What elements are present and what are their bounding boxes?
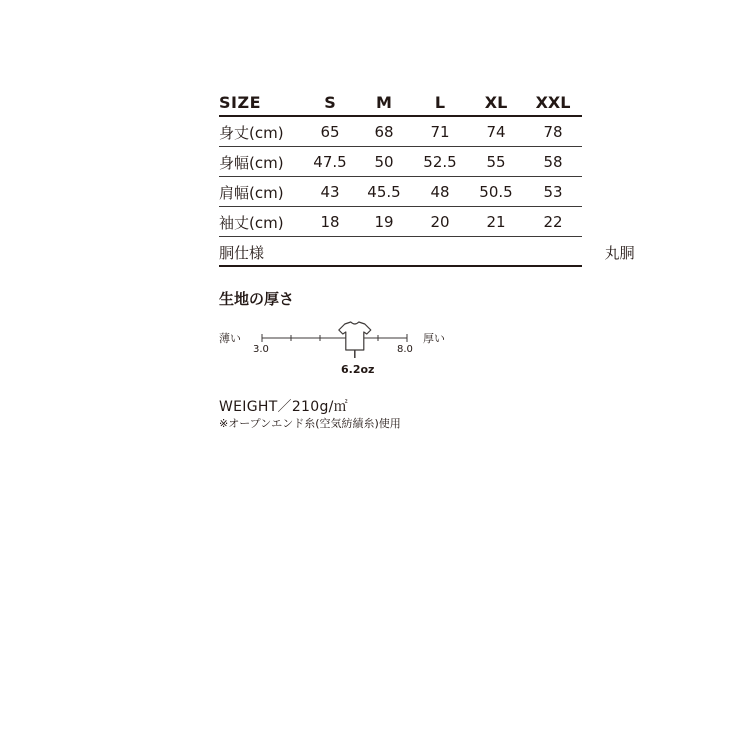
table-cell: 68 — [374, 123, 394, 141]
table-row — [219, 207, 582, 237]
table-cell: 58 — [543, 153, 563, 171]
table-cell: 48 — [430, 183, 450, 201]
size-header-xxl: XXL — [535, 92, 571, 112]
size-header-row — [219, 87, 582, 117]
table-cell: 45.5 — [367, 183, 401, 201]
table-cell: 18 — [320, 213, 340, 231]
body-type-label: 胴仕様 — [219, 243, 265, 262]
row-label: 袖丈(cm) — [219, 213, 284, 232]
table-cell: 21 — [486, 213, 506, 231]
size-header-xl: XL — [484, 92, 508, 112]
thin-label: 薄い — [219, 332, 241, 345]
table-cell: 47.5 — [313, 153, 347, 171]
body-type-row — [219, 237, 635, 267]
fabric-thickness-title: 生地の厚さ — [219, 290, 295, 308]
scale-max-label: 8.0 — [397, 344, 413, 355]
table-cell: 50.5 — [479, 183, 513, 201]
table-cell: 74 — [486, 123, 506, 141]
table-cell: 22 — [543, 213, 563, 231]
size-header-l: L — [434, 92, 446, 112]
table-row — [219, 147, 582, 177]
fabric-weight: WEIGHT／210g/㎡ — [219, 399, 348, 415]
table-cell: 52.5 — [423, 153, 457, 171]
table-cell: 78 — [543, 123, 563, 141]
row-label: 肩幅(cm) — [219, 183, 284, 202]
tshirt-icon — [339, 322, 371, 350]
table-cell: 50 — [374, 153, 394, 171]
table-cell: 65 — [320, 123, 340, 141]
thick-label: 厚い — [423, 332, 445, 345]
table-cell: 43 — [320, 183, 340, 201]
table-cell: 20 — [430, 213, 450, 231]
row-label: 身幅(cm) — [219, 153, 284, 172]
yarn-note: ※オープンエンド糸(空気紡績糸)使用 — [219, 417, 401, 430]
scale-graphic — [219, 318, 459, 378]
current-thickness-label: 6.2oz — [341, 363, 375, 376]
size-header-m: M — [376, 92, 392, 112]
table-cell: 55 — [486, 153, 506, 171]
row-label: 身丈(cm) — [219, 123, 284, 142]
scale-min-label: 3.0 — [253, 344, 269, 355]
thickness-scale — [219, 318, 459, 378]
table-cell: 19 — [374, 213, 394, 231]
table-row — [219, 177, 582, 207]
table-cell: 71 — [430, 123, 450, 141]
body-type-value: 丸胴 — [604, 243, 635, 262]
size-header-label: SIZE — [219, 92, 262, 112]
size-table — [219, 87, 635, 267]
table-row — [219, 117, 582, 147]
table-cell: 53 — [543, 183, 563, 201]
size-header-s: S — [324, 92, 336, 112]
